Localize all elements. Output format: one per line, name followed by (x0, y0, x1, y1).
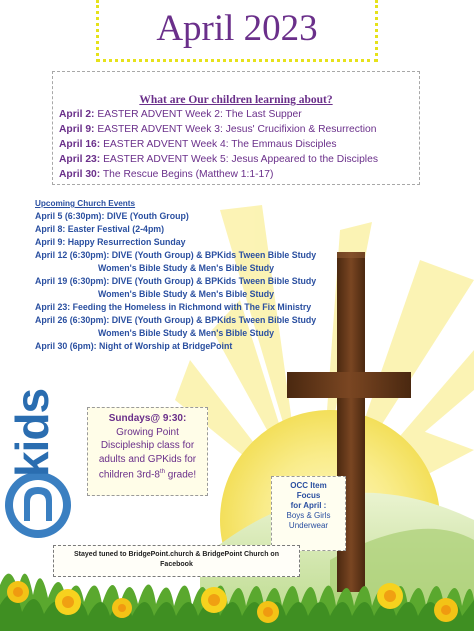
sundays-line: Discipleship class for (100, 440, 195, 451)
learning-box (52, 71, 420, 185)
learning-item-date: April 30: (59, 169, 101, 180)
occ-line: Focus (296, 491, 321, 500)
title-banner (96, 0, 378, 62)
event-line: April 5 (6:30pm): DIVE (Youth Group) (35, 211, 189, 221)
event-line: April 23: Feeding the Homeless in Richmond with The Fix Ministry (35, 302, 312, 312)
event-line: April 30 (6pm): Night of Worship at BridgePoint (35, 341, 233, 351)
learning-item (59, 109, 302, 120)
event-line: April 12 (6:30pm): DIVE (Youth Group) & BPKids Tween Bible Study (35, 250, 317, 260)
learning-item-date: April 16: (59, 139, 101, 150)
learning-item-date: April 23: (59, 154, 101, 165)
event-line: Women's Bible Study & Men's Bible Study (98, 263, 275, 273)
learning-item-text: EASTER ADVENT Week 3: Jesus' Crucifixion & Resurrection (94, 124, 377, 135)
event-line: Women's Bible Study & Men's Bible Study (98, 289, 275, 299)
page-title: April 2023 (156, 8, 318, 49)
learning-item-date: April 9: (59, 124, 95, 135)
event-line: April 8: Easter Festival (2-4pm) (35, 224, 165, 234)
sundays-line: Growing Point (116, 426, 179, 438)
event-line: April 19 (6:30pm): DIVE (Youth Group) & BPKids Tween Bible Study (35, 276, 317, 286)
sundays-heading: Sundays@ 9:30: (108, 413, 187, 424)
footer-line: Facebook (160, 561, 193, 568)
learning-item (59, 169, 273, 180)
footer-line: Stayed tuned to BridgePoint.church & BridgePoint Church on (74, 551, 279, 558)
sundays-line: adults and GPKids for (98, 453, 197, 465)
learning-item-text: The Rescue Begins (Matthew 1:1-17) (100, 169, 274, 180)
learning-item-text: EASTER ADVENT Week 5: Jesus Appeared to the Disciples (100, 154, 378, 165)
occ-line: Underwear (288, 521, 329, 530)
footer-note (53, 545, 300, 577)
sundays-line: children 3rd-8th grade! (98, 469, 197, 481)
occ-line: for April : (290, 501, 327, 510)
sundays-box (87, 407, 208, 496)
occ-box (271, 476, 346, 551)
learning-heading: What are Our children learning about? (139, 94, 333, 106)
kids-logo-icon (5, 472, 71, 538)
learning-item-text: EASTER ADVENT Week 4: The Emmaus Disciples (100, 139, 337, 150)
kids-logo-text: kids (6, 388, 59, 478)
events-heading: Upcoming Church Events (35, 199, 136, 208)
event-line: April 26 (6:30pm): DIVE (Youth Group) & BPKids Tween Bible Study (35, 315, 317, 325)
learning-item (59, 124, 376, 135)
learning-item-date: April 2: (59, 109, 95, 120)
event-line: Women's Bible Study & Men's Bible Study (98, 328, 275, 338)
learning-item (59, 139, 337, 150)
occ-line: OCC Item (290, 481, 327, 490)
occ-line: Boys & Girls (286, 511, 331, 520)
learning-item (59, 154, 378, 165)
learning-item-text: EASTER ADVENT Week 2: The Last Supper (94, 109, 302, 120)
event-line: April 9: Happy Resurrection Sunday (35, 237, 186, 247)
kids-logo-wordmark (0, 380, 76, 480)
